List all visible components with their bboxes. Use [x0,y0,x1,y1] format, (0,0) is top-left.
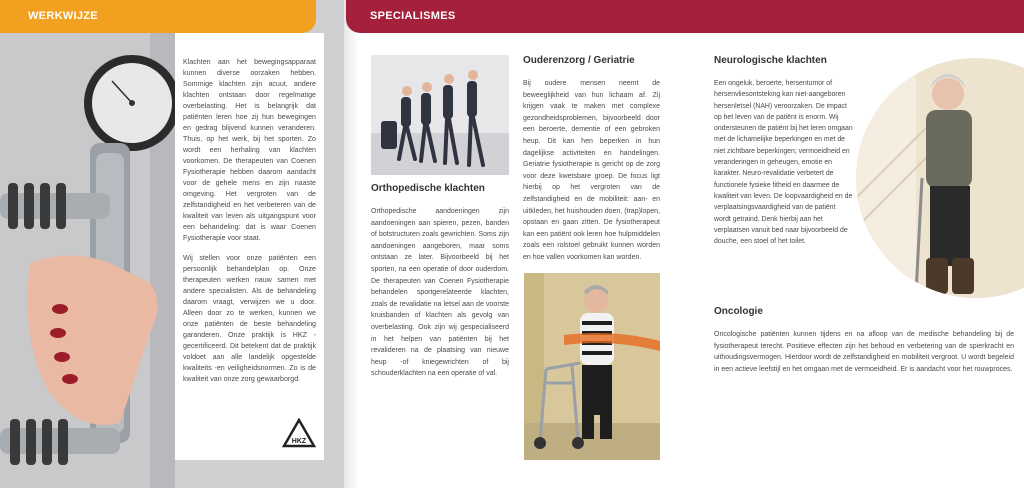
geriatrics-text: Bij oudere mensen neemt de beweeglijkheid van hun lichaam af. Zij krijgen vaak te maken met complexe gezondheidsproblemen, bijvoorbeeld door een beroerte, dementie of een gebroken heup. Dit kan hen beperken in hun dagelijkse activiteiten en handelingen. Geriatrie fysiotherapie is gericht op de zorg voor deze kwetsbare groep. De focus ligt hierbij op het vergroten van de zelfstandigheid en de mobiliteit: aan- en uitkleden, het huishouden doen, (trap)lopen, opstaan en gaan zitten. De fysiotherapeut kan een patiënt ook leren hoe hulpmiddelen zoals een rolstoel gebruikt kunnen worden en hoe vallen voorkomen kan worden. [523,80,660,261]
exercise-sequence-photo [371,55,509,175]
page-fold [344,0,358,488]
section-header-werkwijze [0,0,316,33]
oncology-text: Oncologische patiënten kunnen tijdens en na afloop van de medische behandeling bij de fysiotherapeut terecht. Positieve effecten zijn het behoud en verbetering van de spierkracht en uithoudingsvermogen. Hierdoor wordt de zelfstandigheid en mobiliteit vergroot. U wordt begeleid in een actieve leefstijl en het omgaan met de vermoeidheid. Er is aandacht voor het rouwproces. [714,331,1014,373]
orthopedic-text: Orthopedische aandoeningen zijn aandoeningen aan spieren, pezen, banden of botstructuren zoals gewrichten. Soms zijn aandoeningen aangeboren, maar soms ontstaan ze later. Bijvoorbeeld bij het sporten, na een operatie of door ouderdom. De therapeuten van Coenen Fysiotherapie behandelen sportgerelateerde klachten, zoals de revalidatie na letsel aan de voorste kruisbanden of klachten als gevolg van overbelasting. Ook zijn wij gespecialiseerd in het helpen van patiënten bij het revalideren na de plaatsing van nieuwe heup -of kniegewrichten of bij schouderklachten na een operatie of val. [371,208,509,378]
neuro-text: Een ongeluk, beroerte, hersentumor of hersenvliesontsteking kan niet-aangeboren hersenletsel (NAH) veroorzaken. De impact op het leven van de patiënt is enorm. Wij ondersteunen de patiënt bij het leren omgaan met de lichamelijke beperkingen en met de niet zichtbare beperkingen; vermoeidheid en veranderingen in geheugen, emotie en karakter. Neuro-revalidatie verbetert de functionele fysieke fitheid en daarmee de kwaliteit van leven. De loopvaardigheid en de verplaatsingsvaardigheid van de patiënt wordt getraind. Denk hierbij aan het verplaatsen vanuit bed naar bijvoorbeeld de douche, een stoel of het toilet. [714,80,853,246]
werkwijze-paragraph: Wij stellen voor onze patiënten een persoonlijk behandelplan op. Onze therapeuten werken nauw samen met andere specialisten. Als de behandeling daarom vraagt, verwijzen we u door. Alleen door zo te werken, kunnen we onze patiënten de beste behandeling garanderen. Onze praktijk is HKZ -gecertificeerd. Dit betekent dat de praktijk voldoet aan alle landelijk opgestelde kwaliteits -en veiligheidsnormen. Zo is de kwaliteit van onze zorg gewaarborgd. [183,254,316,383]
elderly-woman-photo [856,58,1024,298]
section-title: WERKWIJZE [28,10,98,22]
oncology-section [714,306,1014,375]
section-title: SPECIALISMES [370,10,456,22]
dynamometer-photo [0,33,175,488]
werkwijze-text [175,33,324,460]
left-page [0,0,344,488]
svg-text:HKZ: HKZ [291,438,307,445]
werkwijze-paragraph: Klachten aan het bewegingsapparaat kunnen diverse oorzaken hebben. Sommige klachten zijn acuut, andere klachten ontstaan door regelmatige overbelasting. Het is belangrijk dat patiënten leren hoe zij hun bewegingen en gedrag blijvend kunnen veranderen. Thuis, op het werk, bij het sporten. Zo wordt een herhaling van klachten voorkomen. De therapeuten van Coenen Fysiotherapie hebben daarom aandacht voor de gehele mens en zijn naaste omgeving. Het vergroten van de zelfstandigheid en het verbeteren van de kwaliteit van leven als uitgangspunt voor een behandeling: dat is waar Coenen Fysiotherapie voor staat. [183,58,316,242]
geriatrics-column [523,55,660,264]
section-heading-oncology: Oncologie [714,306,763,317]
section-heading-geriatrics: Ouderenzorg / Geriatrie [523,55,635,66]
hkz-logo-icon [282,418,316,448]
section-header-specialismes [346,0,1024,33]
section-heading-orthopedic: Orthopedische klachten [371,183,485,194]
section-heading-neuro: Neurologische klachten [714,55,827,66]
orthopedic-column [371,55,509,380]
walker-photo [524,273,660,460]
neuro-column [714,55,854,247]
